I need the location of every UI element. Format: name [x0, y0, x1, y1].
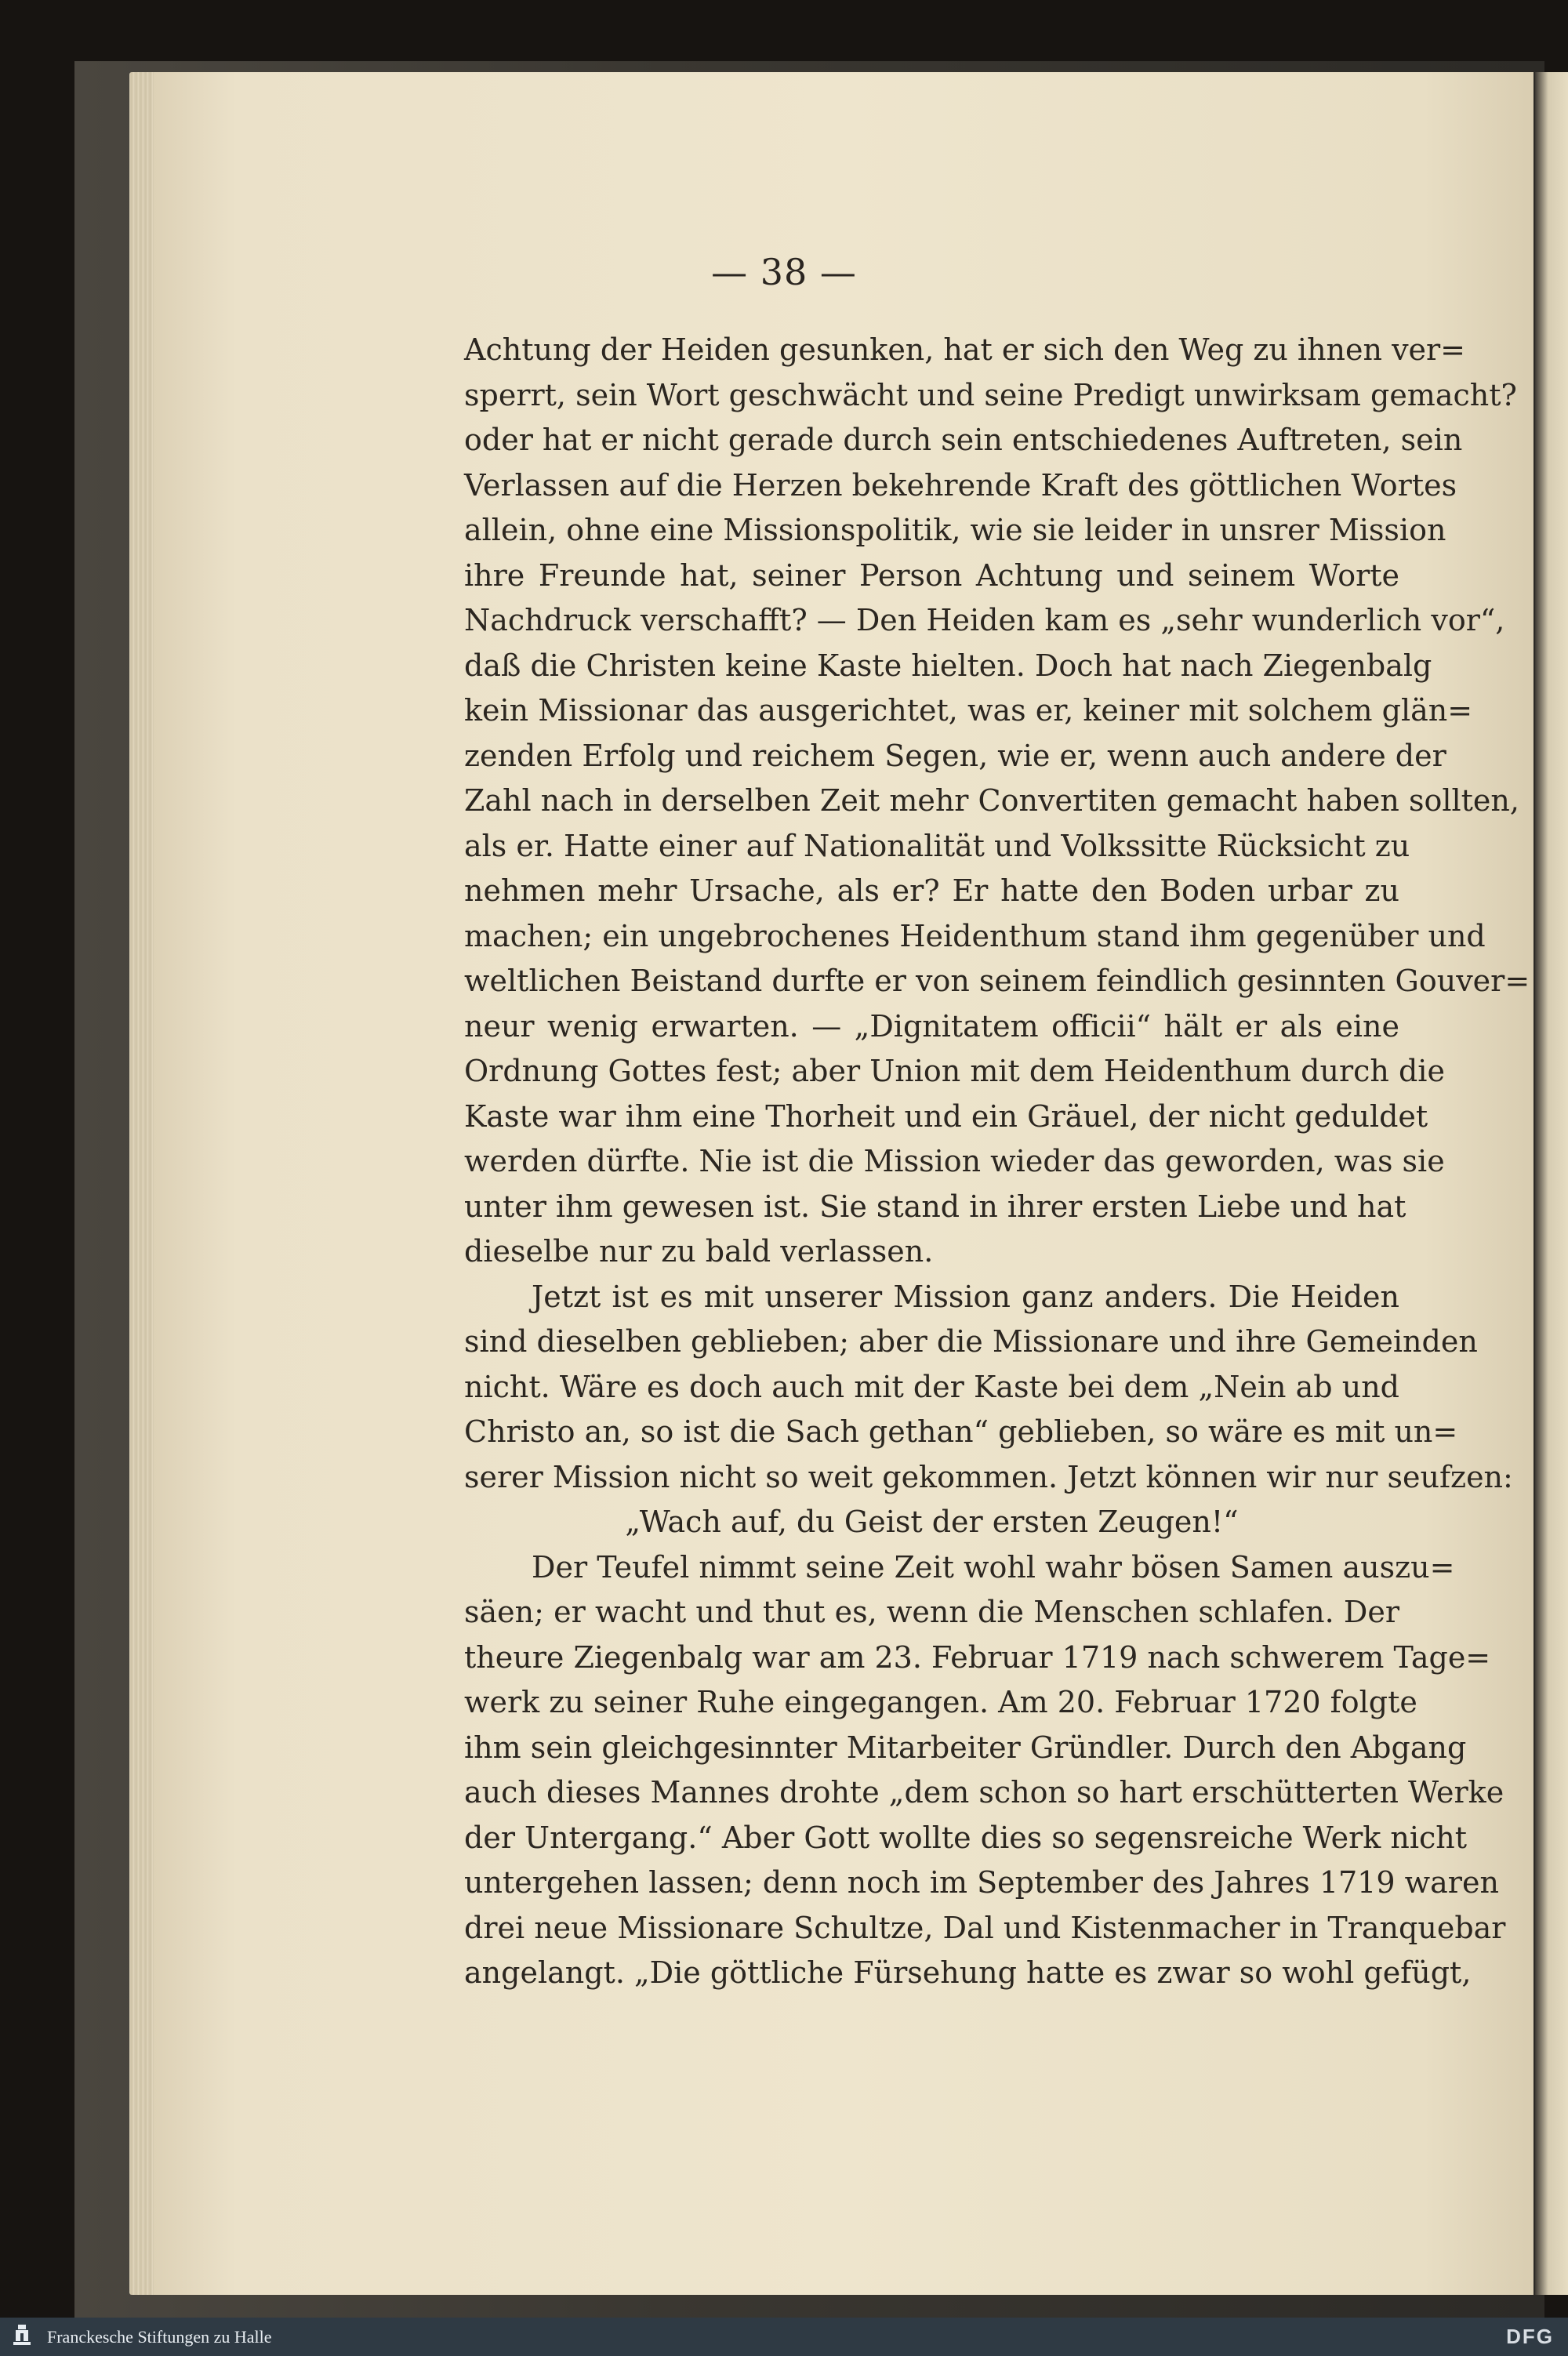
paragraph-end-line: dieselbe nur zu bald verlassen.: [464, 1234, 934, 1269]
page-number: — 38 —: [711, 251, 857, 293]
text-line: serer Mission nicht so weit gekommen. Jetzt können wir nur seufzen:: [464, 1459, 1513, 1494]
text-line: weltlichen Beistand durfte er von seinem feindlich gesinnten Gouver=: [464, 964, 1530, 998]
text-line: kein Missionar das ausgerichtet, was er, keiner mit solchem glän=: [464, 693, 1473, 728]
text-line: Zahl nach in derselben Zeit mehr Convertiten gemacht haben sollten,: [464, 783, 1519, 818]
text-line: nicht. Wäre es doch auch mit der Kaste bei dem „Nein ab und: [464, 1369, 1399, 1404]
text-line: Nachdruck verschafft? — Den Heiden kam es „sehr wunderlich vor“,: [464, 603, 1505, 637]
text-line: drei neue Missionare Schultze, Dal und Kistenmacher in Tranquebar: [464, 1910, 1506, 1945]
text-line: werden dürfte. Nie ist die Mission wieder das geworden, was sie: [464, 1144, 1445, 1178]
text-line: machen; ein ungebrochenes Heidenthum stand ihm gegenüber und: [464, 918, 1486, 953]
text-line: Christo an, so ist die Sach gethan“ geblieben, so wäre es mit un=: [464, 1414, 1458, 1449]
funder-logo: DFG: [1506, 2325, 1554, 2348]
text-line: zenden Erfolg und reichem Segen, wie er, wenn auch andere der: [464, 738, 1446, 773]
text-line: säen; er wacht und thut es, wenn die Menschen schlafen. Der: [464, 1595, 1399, 1629]
institution-logo-icon: [11, 2323, 33, 2350]
institution-name: Franckesche Stiftungen zu Halle: [47, 2327, 272, 2347]
text-line: der Untergang.“ Aber Gott wollte dies so segensreiche Werk nicht: [464, 1820, 1468, 1855]
text-line: oder hat er nicht gerade durch sein entschiedenes Auftreten, sein: [464, 423, 1463, 457]
text-line: Kaste war ihm eine Thorheit und ein Gräuel, der nicht geduldet: [464, 1098, 1428, 1134]
footer-bar: [0, 2318, 1568, 2356]
text-line: nehmen mehr Ursache, als er? Er hatte den Boden urbar zu: [464, 873, 1399, 908]
text-line: neur wenig erwarten. — „Dignitatem officii“ hält er als eine: [464, 1008, 1399, 1044]
text-line: ihre Freunde hat, seiner Person Achtung und seinem Worte: [464, 557, 1399, 593]
text-line: werk zu seiner Ruhe eingegangen. Am 20. Februar 1720 folgte: [464, 1685, 1417, 1719]
text-line: angelangt. „Die göttliche Fürsehung hatte es zwar so wohl gefügt,: [464, 1955, 1472, 1990]
text-line: unter ihm gewesen ist. Sie stand in ihrer ersten Liebe und hat: [464, 1189, 1406, 1224]
text-line: untergehen lassen; denn noch im September des Jahres 1719 waren: [464, 1865, 1499, 1900]
paragraph-start-line: Der Teufel nimmt seine Zeit wohl wahr bösen Samen auszu=: [532, 1549, 1455, 1585]
body-text: [464, 328, 1530, 1996]
text-line: ihm sein gleichgesinnter Mitarbeiter Gründler. Durch den Abgang: [464, 1730, 1467, 1765]
quoted-verse-line: „Wach auf, du Geist der ersten Zeugen!“: [625, 1505, 1239, 1539]
facing-page-edge: [1535, 72, 1568, 2295]
text-line: Achtung der Heiden gesunken, hat er sich den Weg zu ihnen ver=: [464, 332, 1466, 367]
text-line: sind dieselben geblieben; aber die Missionare und ihre Gemeinden: [464, 1324, 1478, 1359]
paragraph-start-line: Jetzt ist es mit unserer Mission ganz anders. Die Heiden: [532, 1279, 1399, 1314]
text-line: theure Ziegenbalg war am 23. Februar 1719 nach schwerem Tage=: [464, 1639, 1491, 1675]
text-line: Ordnung Gottes fest; aber Union mit dem Heidenthum durch die: [464, 1054, 1445, 1088]
text-line: Verlassen auf die Herzen bekehrende Kraft des göttlichen Wortes: [464, 467, 1457, 503]
text-line: allein, ohne eine Missionspolitik, wie sie leider in unsrer Mission: [464, 513, 1446, 547]
text-line: als er. Hatte einer auf Nationalität und Volkssitte Rücksicht zu: [464, 828, 1410, 863]
text-line: sperrt, sein Wort geschwächt und seine Predigt unwirksam gemacht?: [464, 377, 1517, 412]
text-line: daß die Christen keine Kaste hielten. Doch hat nach Ziegenbalg: [464, 648, 1432, 683]
text-line: auch dieses Mannes drohte „dem schon so hart erschütterten Werke: [464, 1775, 1504, 1810]
